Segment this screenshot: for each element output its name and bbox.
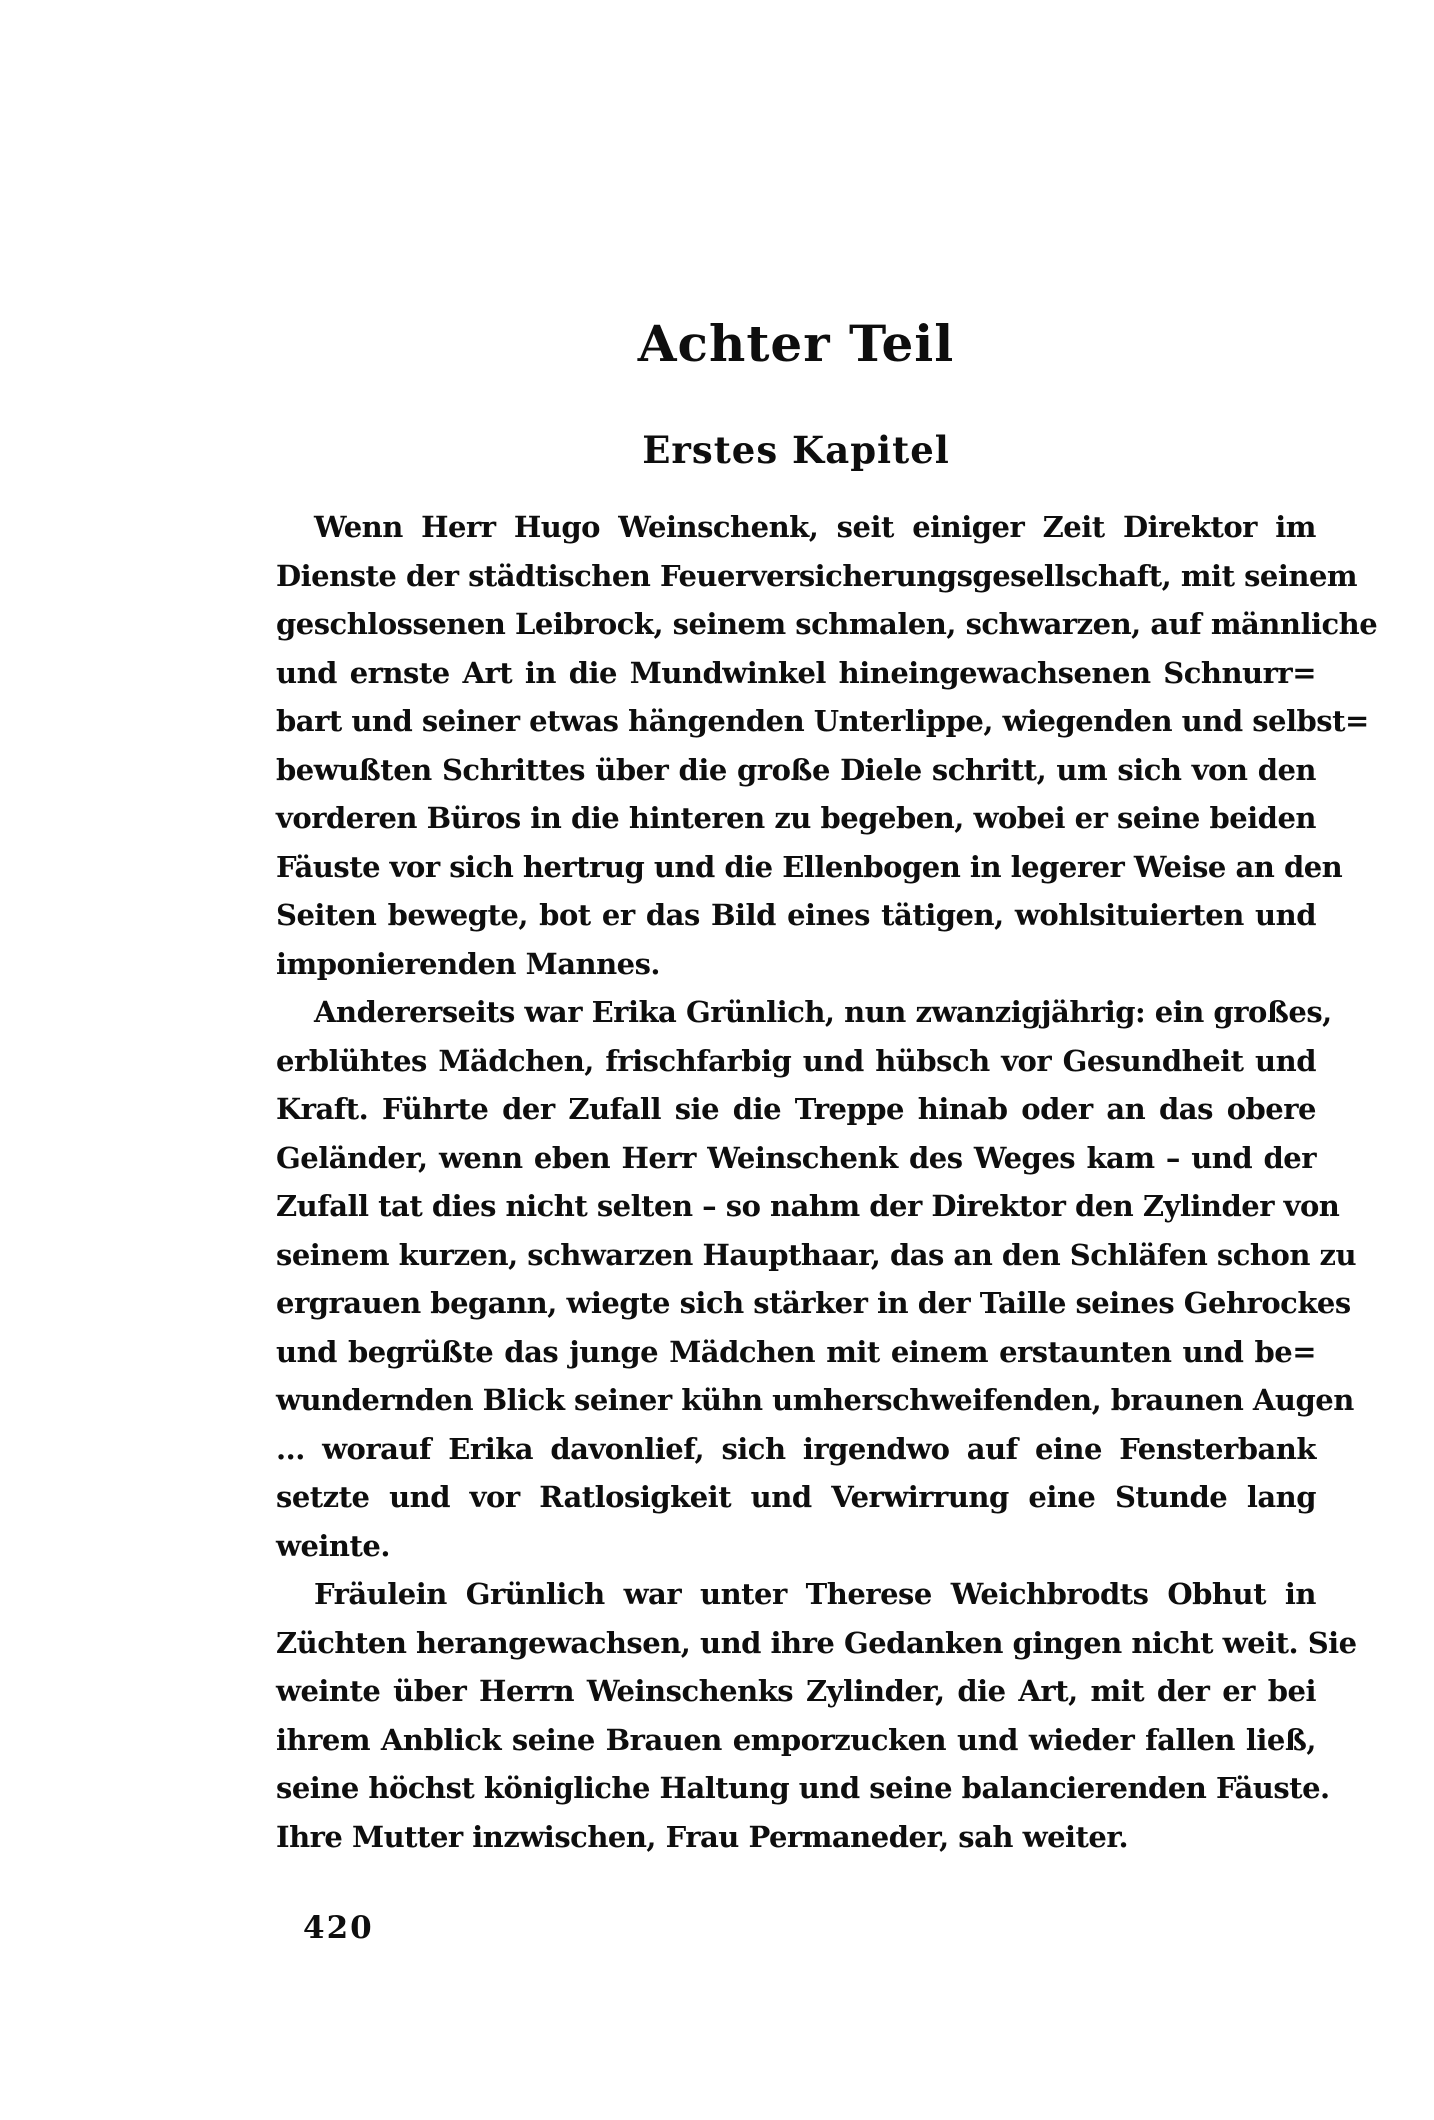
part-title: Achter Teil [637, 314, 955, 373]
body-text-line: vorderen Büros in die hinteren zu begeben, wobei er seine beiden [276, 801, 1316, 835]
body-text-line: Fäuste vor sich hertrug und die Ellenbogen in legerer Weise an den [276, 849, 1343, 884]
body-text-line: weinte. [276, 1528, 390, 1563]
body-text-line: Kraft. Führte der Zufall sie die Treppe hinab oder an das obere [276, 1092, 1316, 1126]
body-text-line: ihrem Anblick seine Brauen emporzucken und wieder fallen ließ, [276, 1722, 1316, 1757]
body-text-line: bart und seiner etwas hängenden Unterlippe, wiegenden und selbst= [276, 704, 1369, 738]
body-text-line: und ernste Art in die Mundwinkel hineingewachsenen Schnurr= [276, 655, 1316, 690]
body-text-line: seinem kurzen, schwarzen Haupthaar, das an den Schläfen schon zu [276, 1237, 1357, 1272]
body-text-line: setzte und vor Ratlosigkeit und Verwirrung eine Stunde lang [276, 1480, 1316, 1514]
body-text [276, 503, 1378, 1861]
body-text-line: und begrüßte das junge Mädchen mit einem erstaunten und be= [276, 1334, 1316, 1369]
body-text-line: Fräulein Grünlich war unter Therese Weichbrodts Obhut in [314, 1577, 1316, 1611]
body-text-line: geschlossenen Leibrock, seinem schmalen, schwarzen, auf männliche [276, 607, 1378, 641]
body-text-line: bewußten Schrittes über die große Diele schritt, um sich von den [276, 752, 1316, 787]
body-text-line: Seiten bewegte, bot er das Bild eines tätigen, wohlsituierten und [276, 898, 1316, 932]
body-text-line: Ihre Mutter inzwischen, Frau Permaneder, sah weiter. [276, 1819, 1129, 1854]
body-text-line: ... worauf Erika davonlief, sich irgendwo auf eine Fensterbank [276, 1431, 1316, 1466]
body-text-line: Dienste der städtischen Feuerversicherungsgesellschaft, mit seinem [276, 558, 1358, 593]
body-text-line: Züchten herangewachsen, und ihre Gedanken gingen nicht weit. Sie [276, 1625, 1357, 1660]
body-text-line: ergrauen begann, wiegte sich stärker in der Taille seines Gehrockes [276, 1286, 1351, 1320]
body-text-line: Andererseits war Erika Grünlich, nun zwanzigjährig: ein großes, [314, 995, 1332, 1029]
body-text-line: Wenn Herr Hugo Weinschenk, seit einiger Zeit Direktor im [314, 510, 1316, 544]
body-text-line: seine höchst königliche Haltung und seine balancierenden Fäuste. [276, 1771, 1330, 1805]
body-text-line: Geländer, wenn eben Herr Weinschenk des Weges kam – und der [276, 1140, 1316, 1175]
body-text-line: weinte über Herrn Weinschenks Zylinder, die Art, mit der er bei [276, 1674, 1316, 1708]
body-text-line: imponierenden Mannes. [276, 946, 661, 981]
body-text-line: Zufall tat dies nicht selten – so nahm der Direktor den Zylinder von [276, 1189, 1340, 1223]
chapter-title: Erstes Kapitel [642, 428, 950, 472]
page-number: 420 [303, 1910, 374, 1946]
body-text-line: erblühtes Mädchen, frischfarbig und hübsch vor Gesundheit und [276, 1043, 1316, 1078]
body-text-line: wundernden Blick seiner kühn umherschweifenden, braunen Augen [276, 1383, 1354, 1417]
